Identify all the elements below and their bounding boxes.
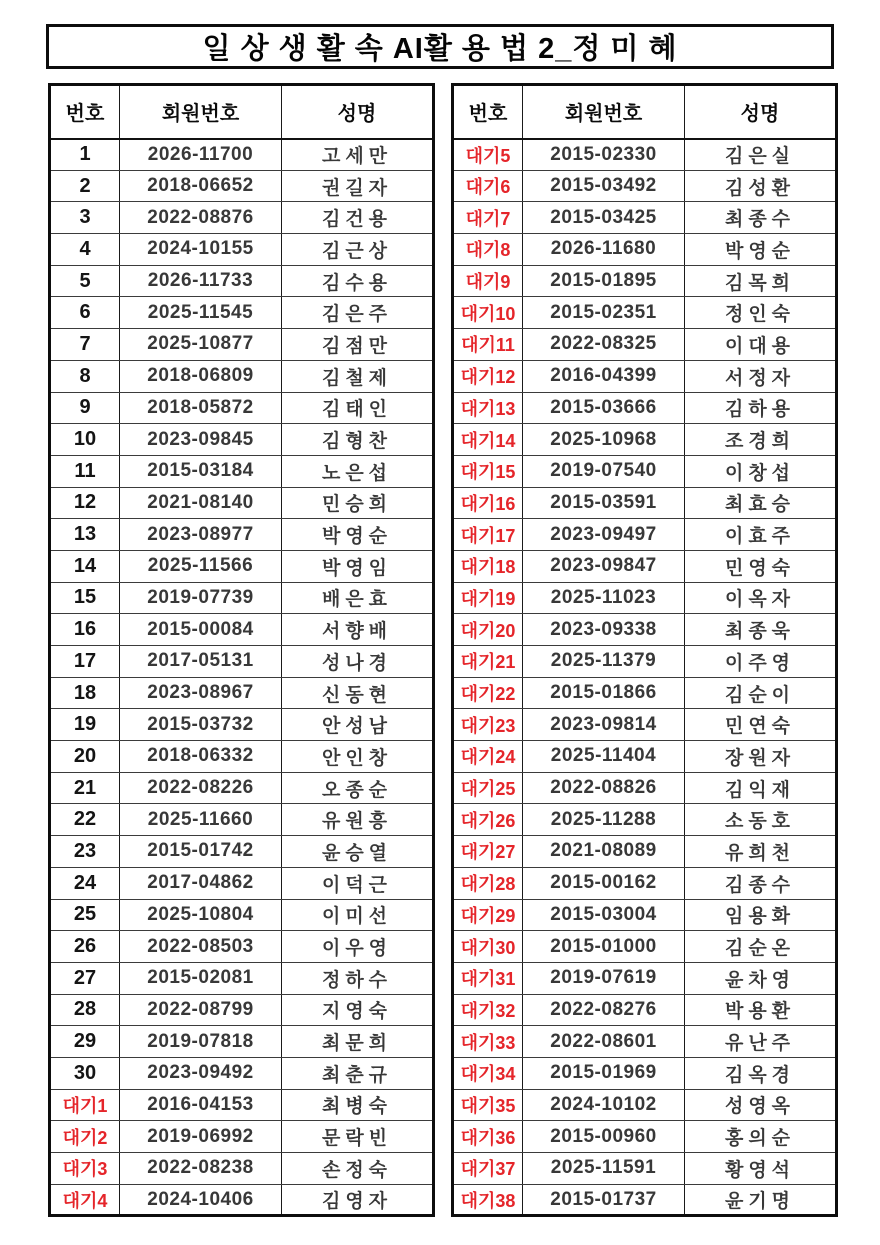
- table-row: [50, 487, 434, 519]
- member-name-cell: 김건용: [282, 202, 434, 234]
- title-box: [46, 24, 834, 69]
- member-name-cell: 김은실: [685, 139, 837, 171]
- member-id-cell: 2023-08977: [120, 519, 282, 551]
- member-name-cell: 김순이: [685, 677, 837, 709]
- member-id-cell: 2015-02330: [523, 139, 685, 171]
- member-id-cell: 2016-04153: [120, 1089, 282, 1121]
- member-name-cell: 최문희: [282, 1026, 434, 1058]
- member-name-cell: 이창섭: [685, 455, 837, 487]
- member-id-cell: 2022-08876: [120, 202, 282, 234]
- member-name-cell: 최종욱: [685, 614, 837, 646]
- member-id-cell: 2025-11566: [120, 550, 282, 582]
- member-id-cell: 2023-09492: [120, 1057, 282, 1089]
- table-row: [453, 1057, 837, 1089]
- member-id-cell: 2025-11379: [523, 646, 685, 678]
- row-number-cell: 28: [50, 994, 120, 1026]
- table-row: [453, 646, 837, 678]
- row-number-cell: 대기5: [453, 139, 523, 171]
- member-name-cell: 홍의순: [685, 1121, 837, 1153]
- row-number-cell: 대기31: [453, 962, 523, 994]
- table-row: [50, 1153, 434, 1185]
- member-id-cell: 2023-09847: [523, 550, 685, 582]
- member-name-cell: 김형찬: [282, 424, 434, 456]
- table-row: [453, 392, 837, 424]
- member-id-cell: 2019-07818: [120, 1026, 282, 1058]
- table-row: [453, 709, 837, 741]
- member-name-cell: 김은주: [282, 297, 434, 329]
- table-row: [453, 519, 837, 551]
- row-number-cell: 20: [50, 741, 120, 773]
- table-row: [50, 360, 434, 392]
- member-table-right: [451, 83, 838, 1217]
- table-row: [50, 139, 434, 171]
- member-id-cell: 2015-02081: [120, 962, 282, 994]
- member-id-cell: 2015-00960: [523, 1121, 685, 1153]
- table-row: [453, 424, 837, 456]
- column-header-member-id: 회원번호: [523, 85, 685, 139]
- row-number-cell: 16: [50, 614, 120, 646]
- member-id-cell: 2015-03004: [523, 899, 685, 931]
- member-name-cell: 임용화: [685, 899, 837, 931]
- member-name-cell: 노은섭: [282, 455, 434, 487]
- member-name-cell: 고세만: [282, 139, 434, 171]
- member-id-cell: 2024-10406: [120, 1184, 282, 1216]
- member-name-cell: 박영임: [282, 550, 434, 582]
- member-id-cell: 2015-03425: [523, 202, 685, 234]
- table-row: [50, 329, 434, 361]
- member-name-cell: 이덕근: [282, 867, 434, 899]
- member-name-cell: 민승희: [282, 487, 434, 519]
- member-name-cell: 안인창: [282, 741, 434, 773]
- member-id-cell: 2025-11660: [120, 804, 282, 836]
- row-number-cell: 27: [50, 962, 120, 994]
- member-id-cell: 2018-05872: [120, 392, 282, 424]
- table-row: [453, 1089, 837, 1121]
- row-number-cell: 대기25: [453, 772, 523, 804]
- table-body-left: [50, 139, 434, 1216]
- member-name-cell: 유원흥: [282, 804, 434, 836]
- member-name-cell: 서향배: [282, 614, 434, 646]
- table-row: [50, 709, 434, 741]
- member-name-cell: 장원자: [685, 741, 837, 773]
- table-row: [453, 962, 837, 994]
- member-name-cell: 김하용: [685, 392, 837, 424]
- member-id-cell: 2015-00162: [523, 867, 685, 899]
- table-row: [50, 1057, 434, 1089]
- member-name-cell: 정하수: [282, 962, 434, 994]
- member-id-cell: 2022-08238: [120, 1153, 282, 1185]
- member-name-cell: 김철제: [282, 360, 434, 392]
- member-name-cell: 유희천: [685, 836, 837, 868]
- member-name-cell: 김근상: [282, 234, 434, 266]
- table-row: [453, 677, 837, 709]
- table-row: [50, 772, 434, 804]
- row-number-cell: 대기16: [453, 487, 523, 519]
- member-id-cell: 2023-09338: [523, 614, 685, 646]
- table-row: [50, 804, 434, 836]
- member-id-cell: 2022-08276: [523, 994, 685, 1026]
- member-name-cell: 민영숙: [685, 550, 837, 582]
- member-id-cell: 2025-11288: [523, 804, 685, 836]
- table-header-row-left: [50, 85, 434, 139]
- member-id-cell: 2026-11733: [120, 265, 282, 297]
- row-number-cell: 26: [50, 931, 120, 963]
- member-id-cell: 2017-05131: [120, 646, 282, 678]
- member-id-cell: 2015-00084: [120, 614, 282, 646]
- member-id-cell: 2015-01866: [523, 677, 685, 709]
- table-row: [453, 614, 837, 646]
- row-number-cell: 대기34: [453, 1057, 523, 1089]
- row-number-cell: 2: [50, 170, 120, 202]
- row-number-cell: 대기20: [453, 614, 523, 646]
- member-name-cell: 이대용: [685, 329, 837, 361]
- table-row: [50, 170, 434, 202]
- member-id-cell: 2025-11404: [523, 741, 685, 773]
- table-row: [453, 202, 837, 234]
- table-row: [453, 170, 837, 202]
- row-number-cell: 9: [50, 392, 120, 424]
- row-number-cell: 대기23: [453, 709, 523, 741]
- row-number-cell: 대기36: [453, 1121, 523, 1153]
- table-row: [453, 867, 837, 899]
- member-name-cell: 문락빈: [282, 1121, 434, 1153]
- table-row: [50, 424, 434, 456]
- member-table-left: [48, 83, 435, 1217]
- table-row: [50, 614, 434, 646]
- member-id-cell: 2025-10804: [120, 899, 282, 931]
- tables-container: [48, 83, 832, 1217]
- table-row: [50, 1026, 434, 1058]
- table-row: [50, 646, 434, 678]
- member-name-cell: 배은효: [282, 582, 434, 614]
- member-id-cell: 2015-03492: [523, 170, 685, 202]
- table-row: [50, 677, 434, 709]
- member-id-cell: 2025-11545: [120, 297, 282, 329]
- table-row: [453, 994, 837, 1026]
- table-row: [453, 1184, 837, 1216]
- row-number-cell: 22: [50, 804, 120, 836]
- row-number-cell: 6: [50, 297, 120, 329]
- member-name-cell: 권길자: [282, 170, 434, 202]
- member-id-cell: 2022-08325: [523, 329, 685, 361]
- row-number-cell: 대기37: [453, 1153, 523, 1185]
- member-id-cell: 2022-08826: [523, 772, 685, 804]
- member-name-cell: 서정자: [685, 360, 837, 392]
- member-name-cell: 성영옥: [685, 1089, 837, 1121]
- row-number-cell: 대기6: [453, 170, 523, 202]
- member-id-cell: 2015-01737: [523, 1184, 685, 1216]
- row-number-cell: 15: [50, 582, 120, 614]
- row-number-cell: 대기21: [453, 646, 523, 678]
- row-number-cell: 21: [50, 772, 120, 804]
- table-row: [453, 836, 837, 868]
- row-number-cell: 대기18: [453, 550, 523, 582]
- table-row: [50, 455, 434, 487]
- member-id-cell: 2015-03184: [120, 455, 282, 487]
- member-id-cell: 2024-10102: [523, 1089, 685, 1121]
- member-name-cell: 지영숙: [282, 994, 434, 1026]
- table-row: [453, 360, 837, 392]
- member-id-cell: 2025-11023: [523, 582, 685, 614]
- row-number-cell: 대기28: [453, 867, 523, 899]
- member-id-cell: 2022-08601: [523, 1026, 685, 1058]
- table-body-right: [453, 139, 837, 1216]
- page-title: 일 상 생 활 속 AI활 용 법 2_정 미 혜: [202, 33, 678, 65]
- member-id-cell: 2015-03666: [523, 392, 685, 424]
- table-row: [50, 392, 434, 424]
- table-row: [50, 836, 434, 868]
- member-name-cell: 윤기명: [685, 1184, 837, 1216]
- member-name-cell: 신동현: [282, 677, 434, 709]
- member-id-cell: 2019-06992: [120, 1121, 282, 1153]
- member-name-cell: 최춘규: [282, 1057, 434, 1089]
- row-number-cell: 대기2: [50, 1121, 120, 1153]
- member-id-cell: 2015-03732: [120, 709, 282, 741]
- member-name-cell: 김순온: [685, 931, 837, 963]
- table-row: [453, 741, 837, 773]
- table-row: [453, 550, 837, 582]
- member-id-cell: 2015-03591: [523, 487, 685, 519]
- table-row: [50, 265, 434, 297]
- row-number-cell: 17: [50, 646, 120, 678]
- table-row: [50, 519, 434, 551]
- row-number-cell: 대기22: [453, 677, 523, 709]
- table-row: [453, 455, 837, 487]
- member-id-cell: 2015-01895: [523, 265, 685, 297]
- member-name-cell: 오종순: [282, 772, 434, 804]
- row-number-cell: 대기35: [453, 1089, 523, 1121]
- row-number-cell: 대기4: [50, 1184, 120, 1216]
- table-row: [453, 804, 837, 836]
- member-id-cell: 2026-11680: [523, 234, 685, 266]
- column-header-name: 성명: [685, 85, 837, 139]
- row-number-cell: 대기11: [453, 329, 523, 361]
- table-row: [50, 1184, 434, 1216]
- member-name-cell: 황영석: [685, 1153, 837, 1185]
- table-row: [50, 202, 434, 234]
- row-number-cell: 24: [50, 867, 120, 899]
- row-number-cell: 19: [50, 709, 120, 741]
- table-row: [50, 741, 434, 773]
- member-id-cell: 2019-07619: [523, 962, 685, 994]
- member-name-cell: 김익재: [685, 772, 837, 804]
- table-row: [453, 329, 837, 361]
- table-row: [453, 1026, 837, 1058]
- member-id-cell: 2022-08799: [120, 994, 282, 1026]
- table-row: [50, 867, 434, 899]
- table-row: [50, 1121, 434, 1153]
- row-number-cell: 8: [50, 360, 120, 392]
- row-number-cell: 대기15: [453, 455, 523, 487]
- member-name-cell: 민연숙: [685, 709, 837, 741]
- member-id-cell: 2021-08140: [120, 487, 282, 519]
- member-name-cell: 이우영: [282, 931, 434, 963]
- member-id-cell: 2015-01742: [120, 836, 282, 868]
- member-name-cell: 최병숙: [282, 1089, 434, 1121]
- row-number-cell: 대기8: [453, 234, 523, 266]
- member-id-cell: 2017-04862: [120, 867, 282, 899]
- member-id-cell: 2023-09497: [523, 519, 685, 551]
- row-number-cell: 대기26: [453, 804, 523, 836]
- row-number-cell: 13: [50, 519, 120, 551]
- table-row: [453, 265, 837, 297]
- row-number-cell: 30: [50, 1057, 120, 1089]
- row-number-cell: 10: [50, 424, 120, 456]
- member-id-cell: 2015-01969: [523, 1057, 685, 1089]
- row-number-cell: 3: [50, 202, 120, 234]
- member-name-cell: 김성환: [685, 170, 837, 202]
- table-header-row-right: [453, 85, 837, 139]
- row-number-cell: 4: [50, 234, 120, 266]
- table-row: [50, 962, 434, 994]
- row-number-cell: 25: [50, 899, 120, 931]
- member-id-cell: 2023-09845: [120, 424, 282, 456]
- member-name-cell: 이미선: [282, 899, 434, 931]
- member-name-cell: 정인숙: [685, 297, 837, 329]
- row-number-cell: 대기19: [453, 582, 523, 614]
- row-number-cell: 대기9: [453, 265, 523, 297]
- member-id-cell: 2023-09814: [523, 709, 685, 741]
- row-number-cell: 대기14: [453, 424, 523, 456]
- table-row: [453, 487, 837, 519]
- row-number-cell: 29: [50, 1026, 120, 1058]
- table-row: [50, 234, 434, 266]
- member-name-cell: 김목희: [685, 265, 837, 297]
- member-name-cell: 김점만: [282, 329, 434, 361]
- member-id-cell: 2019-07540: [523, 455, 685, 487]
- member-id-cell: 2026-11700: [120, 139, 282, 171]
- row-number-cell: 5: [50, 265, 120, 297]
- member-id-cell: 2018-06332: [120, 741, 282, 773]
- member-name-cell: 이주영: [685, 646, 837, 678]
- table-row: [453, 1121, 837, 1153]
- table-row: [453, 297, 837, 329]
- row-number-cell: 대기32: [453, 994, 523, 1026]
- table-row: [453, 1153, 837, 1185]
- member-name-cell: 김옥경: [685, 1057, 837, 1089]
- table-row: [453, 139, 837, 171]
- row-number-cell: 대기33: [453, 1026, 523, 1058]
- column-header-name: 성명: [282, 85, 434, 139]
- member-id-cell: 2025-10968: [523, 424, 685, 456]
- member-name-cell: 안성남: [282, 709, 434, 741]
- member-name-cell: 김태인: [282, 392, 434, 424]
- member-id-cell: 2022-08503: [120, 931, 282, 963]
- row-number-cell: 대기13: [453, 392, 523, 424]
- member-id-cell: 2018-06652: [120, 170, 282, 202]
- column-header-no: 번호: [453, 85, 523, 139]
- member-name-cell: 최종수: [685, 202, 837, 234]
- member-name-cell: 유난주: [685, 1026, 837, 1058]
- member-name-cell: 박영순: [685, 234, 837, 266]
- table-row: [453, 234, 837, 266]
- table-row: [50, 297, 434, 329]
- table-row: [50, 550, 434, 582]
- member-id-cell: 2022-08226: [120, 772, 282, 804]
- row-number-cell: 대기27: [453, 836, 523, 868]
- row-number-cell: 7: [50, 329, 120, 361]
- row-number-cell: 대기29: [453, 899, 523, 931]
- member-name-cell: 김종수: [685, 867, 837, 899]
- member-name-cell: 김영자: [282, 1184, 434, 1216]
- member-id-cell: 2016-04399: [523, 360, 685, 392]
- column-header-no: 번호: [50, 85, 120, 139]
- member-name-cell: 소동호: [685, 804, 837, 836]
- member-id-cell: 2021-08089: [523, 836, 685, 868]
- table-row: [50, 994, 434, 1026]
- row-number-cell: 12: [50, 487, 120, 519]
- member-name-cell: 윤승열: [282, 836, 434, 868]
- row-number-cell: 대기17: [453, 519, 523, 551]
- member-id-cell: 2025-11591: [523, 1153, 685, 1185]
- row-number-cell: 대기1: [50, 1089, 120, 1121]
- table-row: [50, 582, 434, 614]
- member-id-cell: 2023-08967: [120, 677, 282, 709]
- row-number-cell: 대기3: [50, 1153, 120, 1185]
- row-number-cell: 23: [50, 836, 120, 868]
- row-number-cell: 대기30: [453, 931, 523, 963]
- member-name-cell: 이옥자: [685, 582, 837, 614]
- table-row: [453, 931, 837, 963]
- member-name-cell: 윤차영: [685, 962, 837, 994]
- member-name-cell: 최효승: [685, 487, 837, 519]
- member-id-cell: 2015-01000: [523, 931, 685, 963]
- table-row: [453, 899, 837, 931]
- row-number-cell: 대기24: [453, 741, 523, 773]
- row-number-cell: 14: [50, 550, 120, 582]
- member-name-cell: 김수용: [282, 265, 434, 297]
- member-name-cell: 박용환: [685, 994, 837, 1026]
- member-id-cell: 2019-07739: [120, 582, 282, 614]
- member-id-cell: 2024-10155: [120, 234, 282, 266]
- row-number-cell: 대기12: [453, 360, 523, 392]
- member-name-cell: 손정숙: [282, 1153, 434, 1185]
- table-row: [50, 931, 434, 963]
- member-name-cell: 이효주: [685, 519, 837, 551]
- row-number-cell: 18: [50, 677, 120, 709]
- member-name-cell: 박영순: [282, 519, 434, 551]
- row-number-cell: 11: [50, 455, 120, 487]
- row-number-cell: 1: [50, 139, 120, 171]
- table-row: [453, 772, 837, 804]
- table-row: [50, 1089, 434, 1121]
- member-name-cell: 성나경: [282, 646, 434, 678]
- row-number-cell: 대기38: [453, 1184, 523, 1216]
- row-number-cell: 대기10: [453, 297, 523, 329]
- row-number-cell: 대기7: [453, 202, 523, 234]
- member-id-cell: 2025-10877: [120, 329, 282, 361]
- table-row: [453, 582, 837, 614]
- table-row: [50, 899, 434, 931]
- column-header-member-id: 회원번호: [120, 85, 282, 139]
- member-name-cell: 조경희: [685, 424, 837, 456]
- member-id-cell: 2015-02351: [523, 297, 685, 329]
- member-id-cell: 2018-06809: [120, 360, 282, 392]
